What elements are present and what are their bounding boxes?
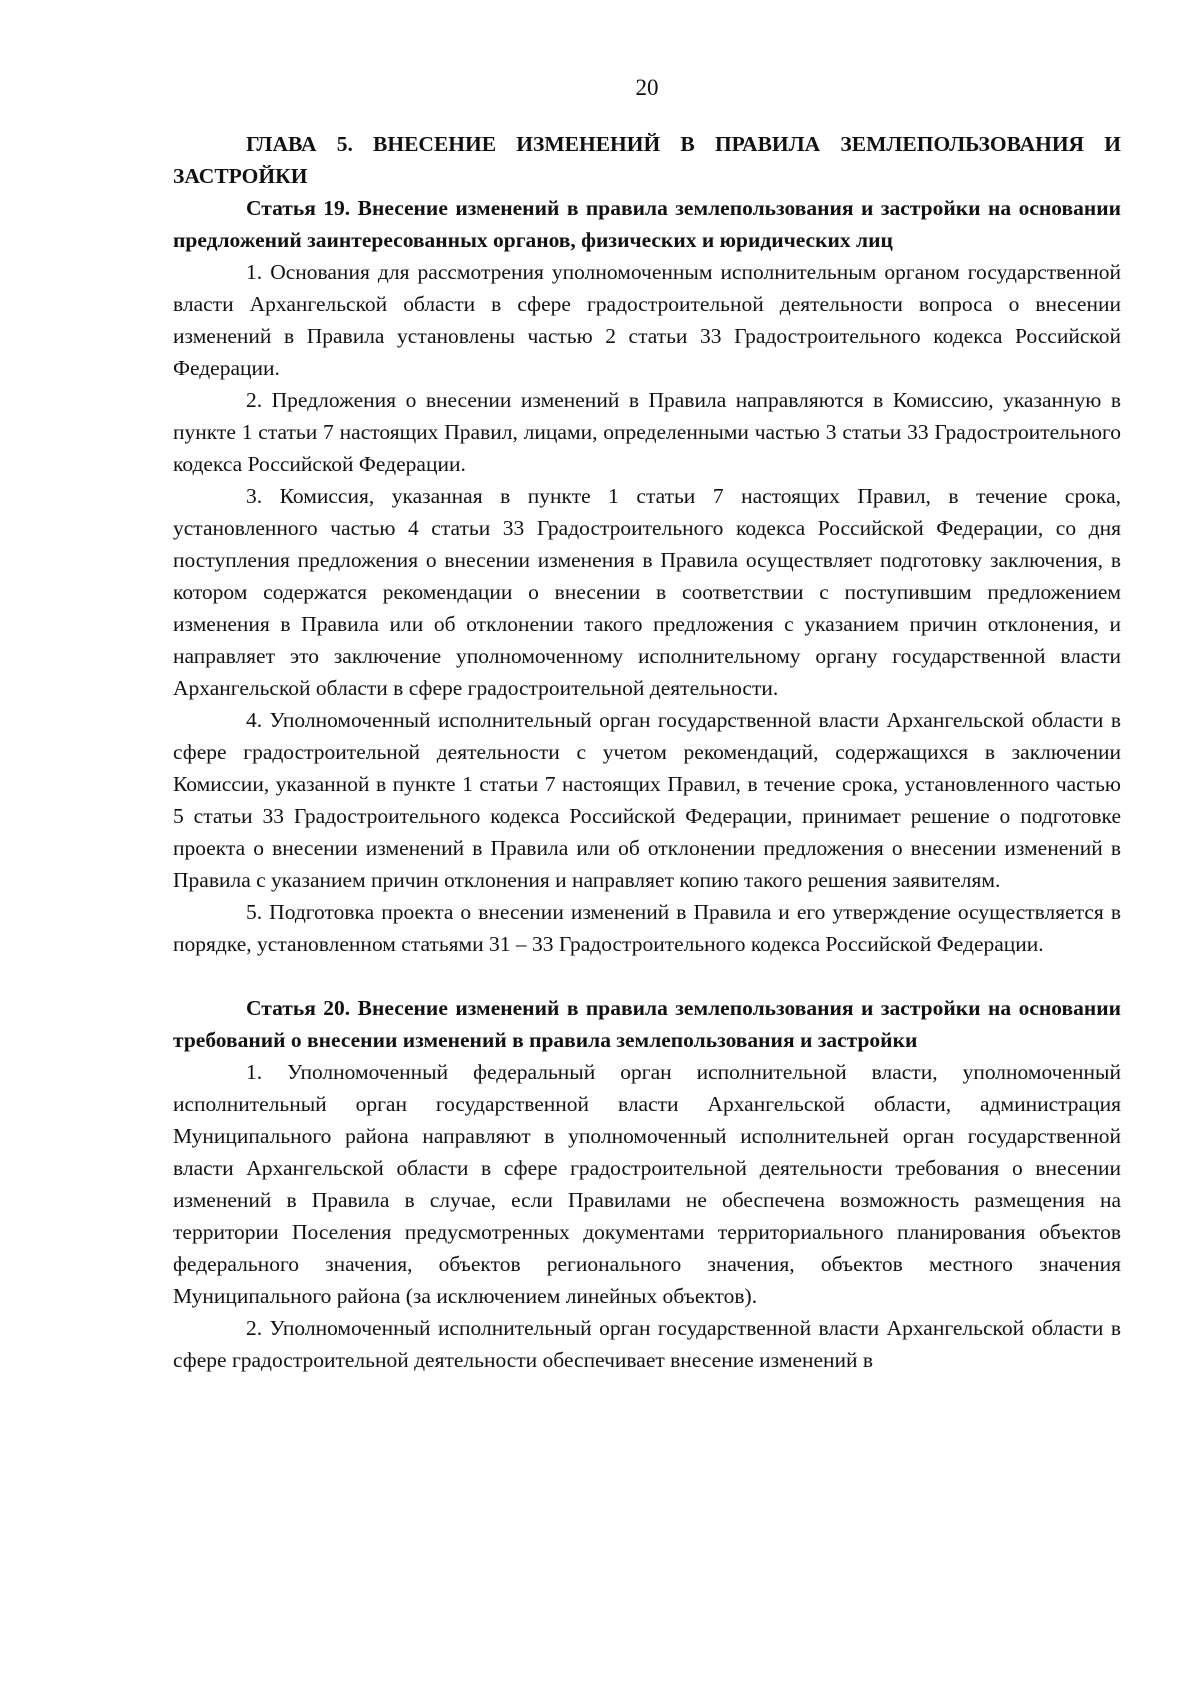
article-19-paragraph-4: 4. Уполномоченный исполнительный орган государственной власти Архангельской области в сфере градостроительной деятельности с учетом рекомендаций, содержащихся в заключении Комиссии, указанной в пункте 1 статьи 7 настоящих Правил, в течение срока, установленного частью 5 статьи 33 Градостроительного кодекса Российской Федерации, принимает решение о подготовке проекта о внесении изменений в Правила или об отклонении предложения о внесении изменений в Правила с указанием причин отклонения и направляет копию такого решения заявителям.	[173, 708, 1121, 892]
article-19-paragraph-2: 2. Предложения о внесении изменений в Правила направляются в Комиссию, указанную в пункте 1 статьи 7 настоящих Правил, лицами, определенными частью 3 статьи 33 Градостроительного кодекса Российской Федерации.	[173, 388, 1121, 476]
chapter-title: ГЛАВА 5. ВНЕСЕНИЕ ИЗМЕНЕНИЙ В ПРАВИЛА ЗЕМЛЕПОЛЬЗОВАНИЯ И ЗАСТРОЙКИ	[173, 132, 1121, 188]
article-20-paragraph-1: 1. Уполномоченный федеральный орган исполнительной власти, уполномоченный исполнительный орган государственной власти Архангельской области, администрация Муниципального района направляют в уполномоченный исполнительней орган государственной власти Архангельской области в сфере градостроительной деятельности требования о внесении изменений в Правила в случае, если Правилами не обеспечена возможность размещения на территории Поселения предусмотренных документами территориального планирования объектов федерального значения, объектов регионального значения, объектов местного значения Муниципального района (за исключением линейных объектов).	[173, 1060, 1121, 1308]
page-number: 20	[635, 75, 659, 100]
article-20-paragraph-2: 2. Уполномоченный исполнительный орган государственной власти Архангельской области в сфере градостроительной деятельности обеспечивает внесение изменений в	[173, 1316, 1121, 1372]
article-19-paragraph-5: 5. Подготовка проекта о внесении изменений в Правила и его утверждение осуществляется в порядке, установленном статьями 31 – 33 Градостроительного кодекса Российской Федерации.	[173, 900, 1121, 956]
document-body	[173, 128, 1121, 1376]
article-19	[173, 192, 1121, 960]
article-20-title: Статья 20. Внесение изменений в правила землепользования и застройки на основании требований о внесении изменений в правила землепользования и застройки	[173, 996, 1121, 1052]
article-19-title: Статья 19. Внесение изменений в правила землепользования и застройки на основании предложений заинтересованных органов, физических и юридических лиц	[173, 196, 1121, 252]
article-20	[173, 992, 1121, 1376]
article-19-paragraph-1: 1. Основания для рассмотрения уполномоченным исполнительным органом государственной власти Архангельской области в сфере градостроительной деятельности вопроса о внесении изменений в Правила установлены частью 2 статьи 33 Градостроительного кодекса Российской Федерации.	[173, 260, 1121, 380]
article-19-paragraph-3: 3. Комиссия, указанная в пункте 1 статьи 7 настоящих Правил, в течение срока, установленного частью 4 статьи 33 Градостроительного кодекса Российской Федерации, со дня поступления предложения о внесении изменения в Правила осуществляет подготовку заключения, в котором содержатся рекомендации о внесении в соответствии с поступившим предложением изменения в Правила или об отклонении такого предложения с указанием причин отклонения, и направляет это заключение уполномоченному исполнительному органу государственной власти Архангельской области в сфере градостроительной деятельности.	[173, 484, 1121, 700]
section-spacer	[173, 960, 1121, 992]
